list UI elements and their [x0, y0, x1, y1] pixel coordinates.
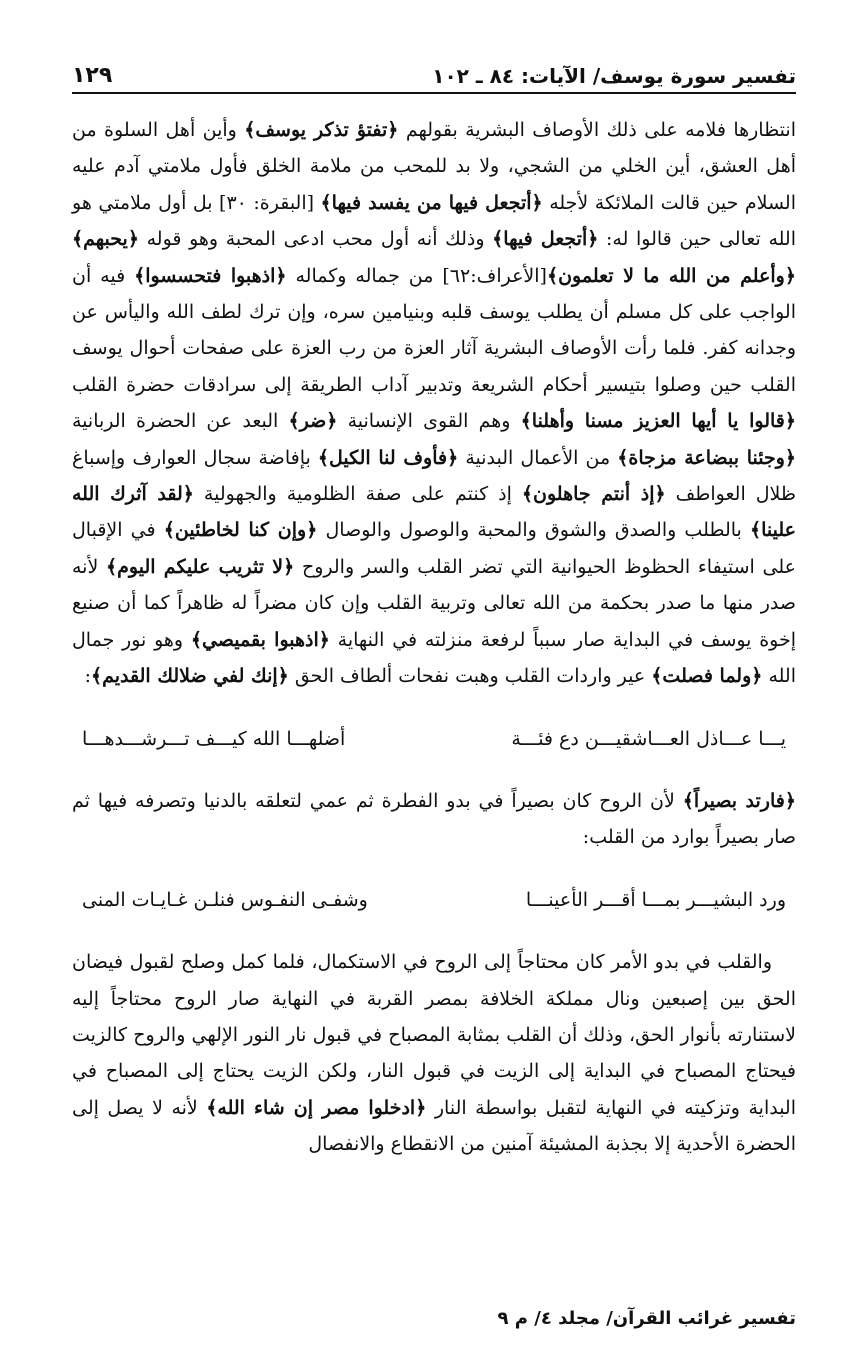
commentary-text: [البقرة: ٣٠] بل أول ملامتي هو الله تعالى حين قالوا له:: [72, 191, 796, 251]
quran-quote: ﴿يحبهم﴾: [72, 228, 139, 251]
commentary-text: من الأعمال البدنية: [458, 446, 618, 469]
commentary-text: وهو نور جمال الله: [72, 628, 796, 688]
commentary-text: إذ كنتم على صفة الظلومية والجهولية: [193, 483, 522, 506]
quran-quote: ﴿ادخلوا مصر إن شاء الله﴾: [206, 1096, 427, 1119]
commentary-text: في الإقبال على استيفاء الحظوظ الحيوانية التي تضر القلب والسر والروح: [72, 519, 796, 578]
quran-quote: ﴿ولما فصلت﴾: [651, 665, 763, 688]
commentary-text: لأن الروح كان بصيراً في بدو الفطرة ثم عمي لتعلقه بالدنيا وتصرفه فيها ثم صار بصيراً بوارد من القلب:: [72, 789, 796, 849]
paragraph-3: [72, 944, 796, 1162]
running-head-title: تفسير سورة يوسف/ الآيات: ٨٤ ـ ١٠٢: [432, 64, 796, 88]
quran-quote: ﴿لا تثريب عليكم اليوم﴾: [106, 555, 295, 578]
running-head: [72, 54, 796, 94]
quran-quote: ﴿ضر﴾: [288, 410, 338, 433]
poetry-verse-2: [82, 882, 786, 918]
commentary-text: البعد عن الحضرة الربانية: [72, 410, 289, 433]
quran-quote: ﴿فأوف لنا الكيل﴾: [317, 446, 459, 469]
page-body: [72, 112, 796, 1163]
paragraph-2: [72, 783, 796, 856]
commentary-text: عير واردات القلب وهبت نفحات ألطاف الحق: [288, 665, 652, 688]
quran-quote: ﴿وجئنا ببضاعة مزجاة﴾: [617, 446, 797, 469]
quran-quote: ﴿فارتد بصيراً﴾: [682, 789, 796, 812]
quran-quote: ﴿إذ أنتم جاهلون﴾: [521, 483, 666, 506]
quran-quote: ﴿اذهبوا بقميصي﴾: [190, 628, 330, 651]
commentary-text: وهم القوى الإنسانية: [337, 410, 521, 433]
verse-1-second-hemistich: أضلهـــا الله كيـــف تـــرشـــدهـــا: [82, 727, 346, 750]
commentary-text: :: [84, 665, 91, 688]
quran-quote: ﴿تفتؤ تذكر يوسف﴾: [244, 119, 399, 141]
quran-quote: ﴿قالوا يا أيها العزيز مسنا وأهلنا﴾: [520, 410, 796, 433]
quran-quote: ﴿وإن كنا لخاطئين﴾: [163, 519, 318, 542]
quran-quote: ﴿لقد آثرك الله علينا﴾: [72, 483, 796, 542]
quran-quote: ﴿اذهبوا فتحسسوا﴾: [134, 264, 287, 287]
poetry-verse-1: [82, 721, 786, 757]
commentary-text: لأنه صدر منها ما صدر بحكمة من الله تعالى وتربية القلب وإن كان مضراً له ظاهراً كما أن صنيع إخوة يوسف في البداية صار سبباً لرفعة منزلته في النهاية: [72, 555, 796, 651]
commentary-text: وأين أهل السلوة من أهل العشق، أين الخلي من الشجي، ولا بد للمحب من ملامة الخلق فأول ملامتي آدم عليه السلام حين قالت الملائكة لأجله: [72, 119, 796, 214]
commentary-text: فيه أن الواجب على كل مسلم أن يطلب يوسف قلبه وبنيامين سره، وإن ترك لطف الله واليأس عن وجدانه كفر. فلما رأت الأوصاف البشرية آثار العزة من رب العزة على صفحات أحوال يوسف القلب حين وصلوا بتيسير أحكام الشريعة وتدبير آداب الطريقة إلى سرادقات حضرة القلب: [72, 264, 796, 396]
quran-quote: ﴿إنك لفي ضلالك القديم﴾: [90, 665, 289, 688]
page-number: ١٢٩: [72, 63, 113, 88]
commentary-text: انتظارها فلامه على ذلك الأوصاف البشرية بقولهم: [398, 119, 796, 141]
quran-quote: ﴿أتجعل فيها﴾: [492, 228, 599, 251]
verse-2-first-hemistich: ورد البشيـــر بمـــا أقـــر الأعينـــا: [525, 888, 786, 911]
quran-quote: ﴿أتجعل فيها من يفسد فيها﴾: [320, 191, 543, 214]
verse-1-first-hemistich: يـــا عـــاذل العـــاشقيـــن دع فئـــة: [511, 727, 786, 750]
commentary-text: والقلب في بدو الأمر كان محتاجاً إلى الروح في الاستكمال، فلما كمل وصلح لقبول فيضان الحق بين إصبعين ونال مملكة الخلافة بمصر القربة في النهاية صار الروح محتاجاً إليه لاستنارته بأنوار الحق، وذلك أن القلب بمثابة المصباح في قبول نار النور الإلهي والروح كالزيت فيحتاج المصباح في البداية إلى الزيت في قبول النار، ولكن الزيت يحتاج إلى المصباح في البداية وتزكيته في النهاية لتقبل بواسطة النار: [72, 951, 796, 1119]
commentary-text: لأنه لا يصل إلى الحضرة الأحدية إلا بجذبة المشيئة آمنين من الانقطاع والانفصال: [72, 1096, 796, 1156]
commentary-text: [الأعراف:٦٢] من جماله وكماله: [286, 264, 547, 287]
commentary-text: بالطلب والصدق والشوق والمحبة والوصول والوصال: [317, 519, 750, 542]
commentary-text: بإفاضة سجال العوارف وإسباغ ظلال العواطف: [72, 446, 796, 506]
volume-signature: تفسير غرائب القرآن/ مجلد ٤/ م ٩: [497, 1308, 796, 1329]
paragraph-1: [72, 112, 796, 695]
commentary-text: وذلك أنه أول محب ادعى المحبة وهو قوله: [138, 228, 493, 251]
quran-quote: ﴿وأعلم من الله ما لا تعلمون﴾: [546, 264, 796, 287]
verse-2-second-hemistich: وشفـى النفـوس فنلـن غـايـات المنى: [82, 888, 368, 911]
